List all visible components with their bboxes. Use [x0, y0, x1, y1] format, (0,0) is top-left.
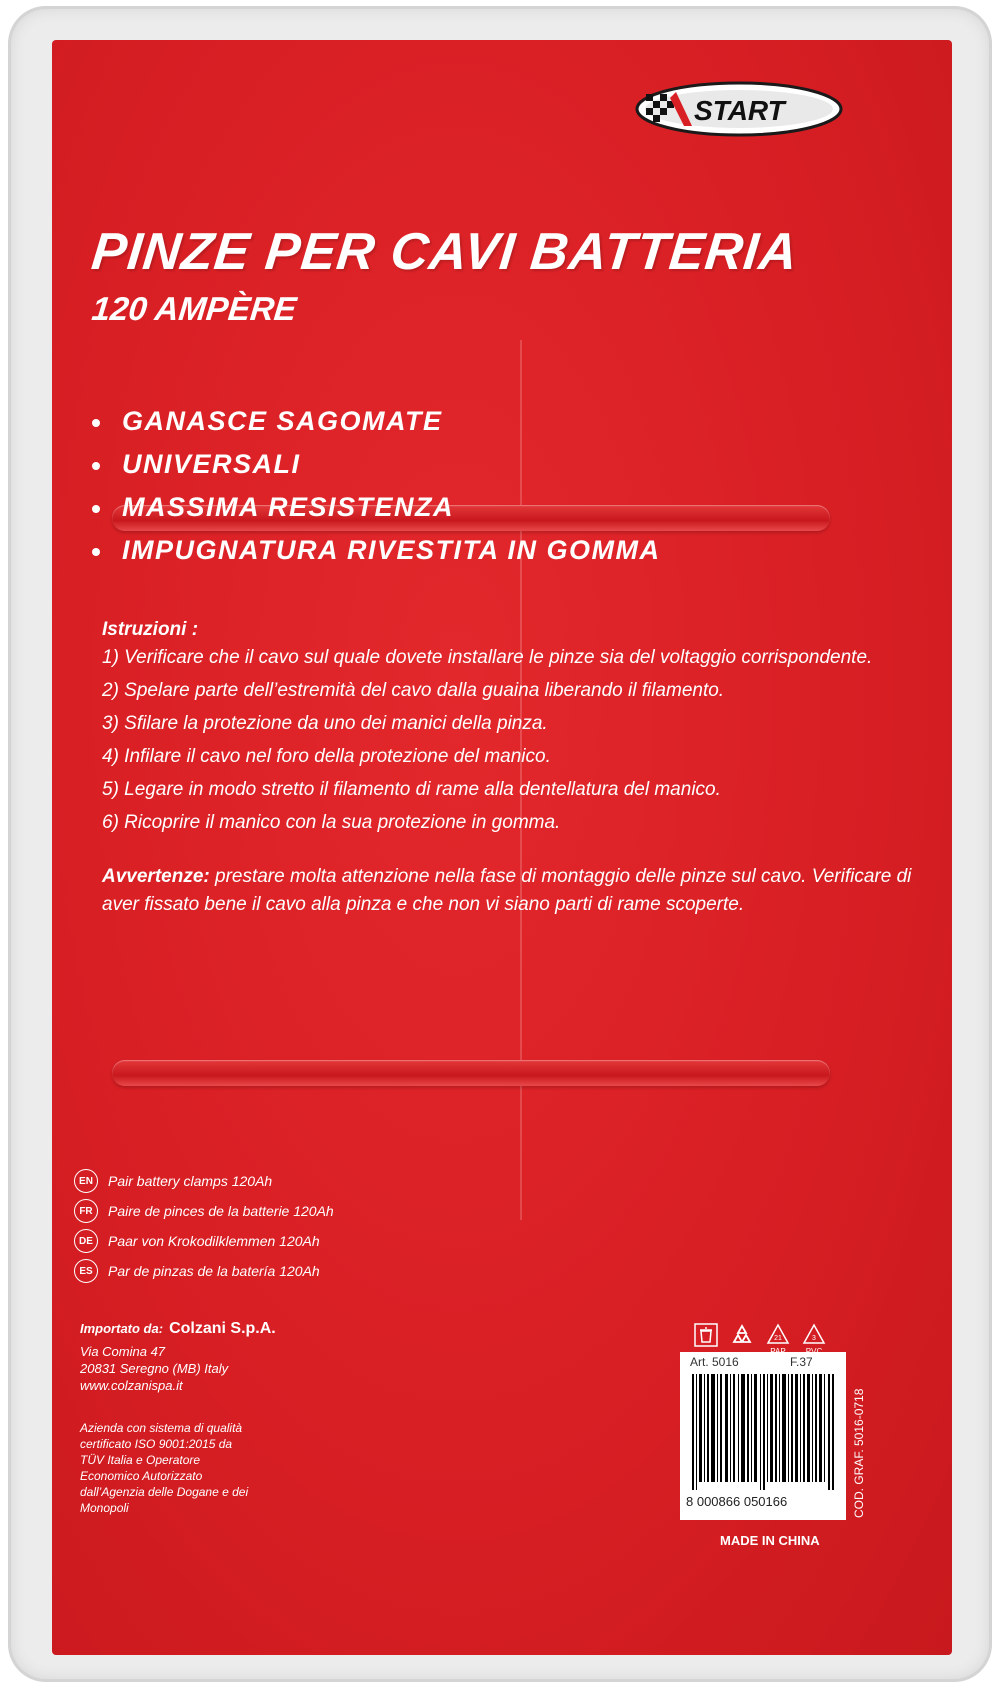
barcode-label — [680, 1352, 846, 1520]
instruction-step: 3) Sfilare la protezione da uno dei manici della pinza. — [102, 713, 548, 734]
instruction-step: 4) Infilare il cavo nel foro della protezione del manico. — [102, 746, 551, 767]
feature-item — [92, 400, 660, 443]
translation-row — [74, 1196, 334, 1226]
importer-company: Colzani S.p.A. — [169, 1320, 276, 1337]
translation-text: Paire de pinces de la batterie 120Ah — [108, 1203, 334, 1219]
svg-text:21: 21 — [774, 1335, 782, 1342]
feature-text: UNIVERSALI — [122, 449, 301, 479]
language-badge: EN — [74, 1169, 98, 1193]
translations-list — [74, 1166, 334, 1286]
article-number: Art. 5016 — [690, 1355, 739, 1369]
address-line: 20831 Seregno (MB) Italy — [80, 1361, 229, 1376]
translation-text: Paar von Krokodilklemmen 120Ah — [108, 1233, 320, 1249]
translation-text: Pair battery clamps 120Ah — [108, 1173, 273, 1189]
language-badge: DE — [74, 1229, 98, 1253]
instructions-block — [102, 616, 922, 919]
bullet-icon — [92, 505, 100, 513]
start-logo — [634, 80, 844, 138]
warning-label: Avvertenze: — [102, 866, 210, 887]
feature-text: IMPUGNATURA RIVESTITA IN GOMMA — [122, 535, 661, 565]
barcode-image — [690, 1374, 836, 1490]
instruction-step: 2) Spelare parte dell’estremità del cavo dalla guaina liberando il filamento. — [102, 680, 725, 701]
warning-paragraph — [102, 863, 922, 919]
feature-text: MASSIMA RESISTENZA — [122, 492, 455, 522]
translation-text: Par de pinzas de la batería 120Ah — [108, 1263, 320, 1279]
product-title: PINZE PER CAVI BATTERIA — [88, 223, 801, 281]
translation-row — [74, 1166, 334, 1196]
importer-info — [80, 1320, 276, 1394]
logo-text: START — [694, 95, 785, 126]
language-badge: FR — [74, 1199, 98, 1223]
instructions-heading: Istruzioni : — [102, 619, 199, 640]
address-line: www.colzanispa.it — [80, 1378, 183, 1393]
bullet-icon — [92, 419, 100, 427]
f-code: F.37 — [790, 1355, 813, 1369]
warning-text: prestare molta attenzione nella fase di montaggio delle pinze sul cavo. Verificare di aver fissato bene il cavo alla pinza e che non vi siano parti di rame scoperte. — [102, 866, 912, 915]
translation-row — [74, 1226, 334, 1256]
instruction-step: 6) Ricoprire il manico con la sua protezione in gomma. — [102, 812, 561, 833]
barcode-number: 8 000866 050166 — [686, 1494, 788, 1509]
instruction-step: 5) Legare in modo stretto il filamento di rame alla dentellatura del manico. — [102, 779, 721, 800]
blister-ridge-lower — [112, 1060, 830, 1086]
packaging-card — [52, 40, 952, 1655]
feature-item — [92, 486, 660, 529]
translation-row — [74, 1256, 334, 1286]
language-badge: ES — [74, 1259, 98, 1283]
bullet-icon — [92, 548, 100, 556]
feature-item — [92, 443, 660, 486]
feature-text: GANASCE SAGOMATE — [122, 406, 443, 436]
feature-list — [92, 400, 660, 572]
address-line: Via Comina 47 — [80, 1344, 166, 1359]
quality-statement: Azienda con sistema di qualità certificato ISO 9001:2015 da TÜV Italia e Operatore Economico Autorizzato dall’Agenzia delle Dogane e dei Monopoli — [80, 1421, 249, 1515]
svg-text:3: 3 — [812, 1335, 816, 1342]
importer-address — [80, 1343, 276, 1394]
graphic-code: COD. GRAF. 5016-0718 — [852, 1388, 866, 1518]
product-subtitle: 120 AMPÈRE — [90, 290, 299, 327]
instruction-step: 1) Verificare che il cavo sul quale dovete installare le pinze sia del voltaggio corrispondente. — [102, 647, 873, 668]
importer-label: Importato da: — [80, 1321, 164, 1336]
made-in-label: MADE IN CHINA — [720, 1533, 820, 1548]
feature-item — [92, 529, 660, 572]
bullet-icon — [92, 462, 100, 470]
